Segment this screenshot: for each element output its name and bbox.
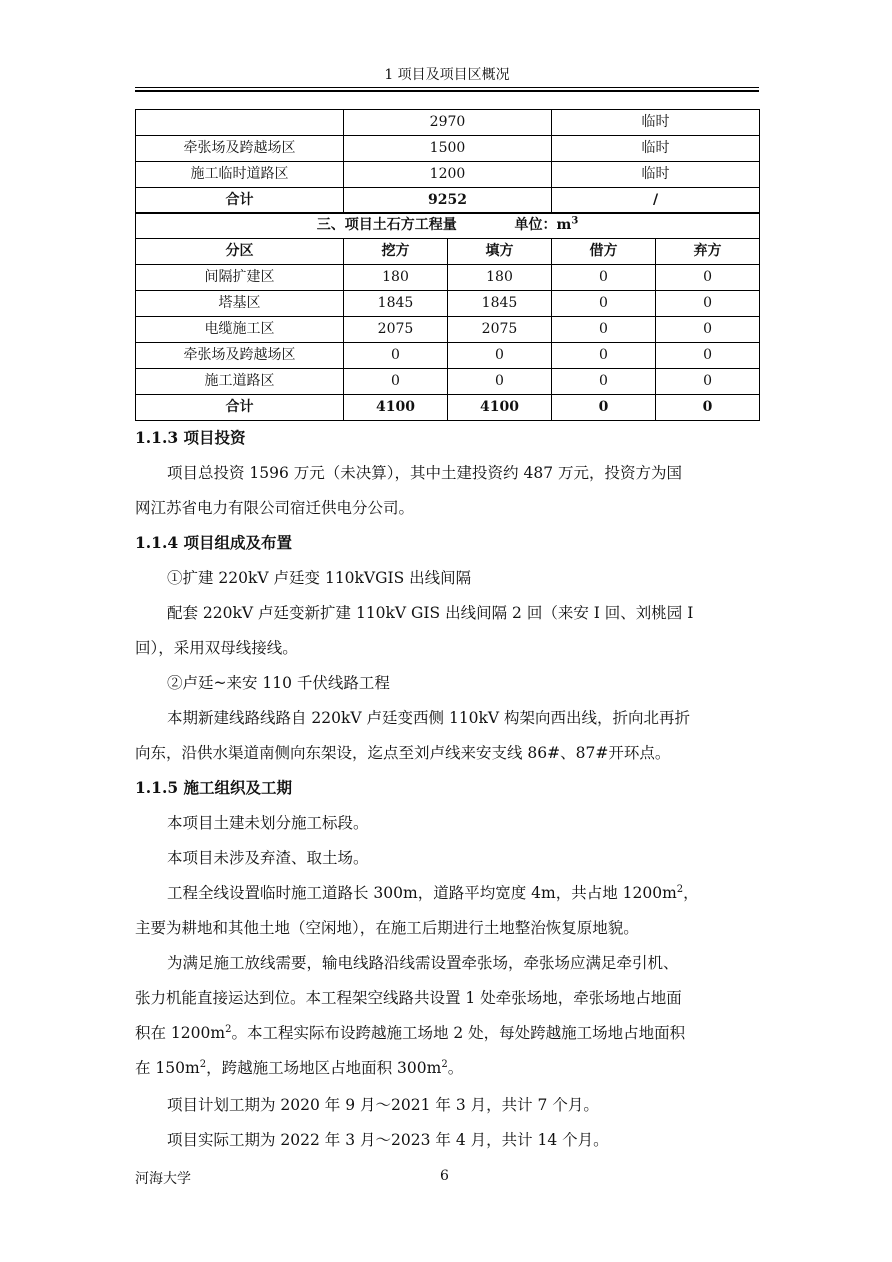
table-header-row [136, 239, 760, 265]
footer-org: 河海大学 [135, 1171, 191, 1187]
column-header: 挖方 [344, 239, 448, 265]
table-cell: 0 [552, 395, 656, 421]
table-row [136, 343, 760, 369]
table-cell: 0 [344, 343, 448, 369]
table-cell: 0 [552, 265, 656, 291]
table-cell: 合计 [136, 395, 344, 421]
header-rule-thick [135, 90, 759, 92]
paragraph-line: 向东，沿供水渠道南侧向东架设，迄点至刘卢线来安支线 86#、87#开环点。 [135, 744, 671, 762]
text-run: ， [683, 884, 699, 902]
table-row [136, 136, 760, 162]
table-cell: 0 [656, 343, 760, 369]
table-cell: 施工临时道路区 [136, 162, 344, 188]
text-run: ，跨越施工场地区占地面积 300m [206, 1059, 442, 1077]
table-cell: 0 [656, 291, 760, 317]
earthwork-table [135, 212, 760, 421]
section-heading-1-1-3: 1.1.3 项目投资 [135, 428, 246, 447]
table-row [136, 317, 760, 343]
table-cell: 2075 [344, 317, 448, 343]
earthwork-table-title [136, 213, 760, 239]
paragraph-line: 项目实际工期为 2022 年 3 月～2023 年 4 月，共计 14 个月。 [167, 1131, 609, 1149]
table-cell: 180 [448, 265, 552, 291]
table-cell: 间隔扩建区 [136, 265, 344, 291]
superscript: 2 [199, 1058, 207, 1070]
section-heading-1-1-4: 1.1.4 项目组成及布置 [135, 533, 293, 552]
paragraph-line: 回），采用双母线接线。 [135, 639, 298, 657]
column-header: 分区 [136, 239, 344, 265]
table-row [136, 291, 760, 317]
table-cell: 2970 [344, 110, 552, 136]
table-cell: 0 [656, 395, 760, 421]
table-row [136, 162, 760, 188]
table-unit-sup: 3 [571, 215, 579, 227]
table-cell: 临时 [552, 162, 760, 188]
table-cell: 0 [448, 343, 552, 369]
superscript: 2 [676, 883, 684, 895]
superscript: 2 [441, 1058, 448, 1070]
paragraph-line: 项目计划工期为 2020 年 9 月～2021 年 3 月，共计 7 个月。 [167, 1096, 599, 1114]
table-cell: 9252 [344, 188, 552, 214]
table-cell: 0 [552, 317, 656, 343]
paragraph-line: 本项目土建未划分施工标段。 [167, 814, 369, 832]
table-cell: 0 [656, 369, 760, 395]
paragraph-line: 项目总投资 1596 万元（未决算），其中土建投资约 487 万元，投资方为国 [167, 464, 682, 482]
page-number: 6 [440, 1168, 449, 1184]
table-cell: 0 [344, 369, 448, 395]
table-cell: 临时 [552, 136, 760, 162]
table-cell: 4100 [448, 395, 552, 421]
section-heading-1-1-5: 1.1.5 施工组织及工期 [135, 778, 293, 797]
paragraph-line: 本期新建线路线路自 220kV 卢廷变西侧 110kV 构架向西出线，折向北再折 [167, 709, 691, 727]
paragraph-line: 网江苏省电力有限公司宿迁供电分公司。 [135, 499, 415, 517]
table-unit-text: 单位：m [514, 217, 572, 233]
table-cell: 1845 [448, 291, 552, 317]
running-header: 1 项目及项目区概况 [384, 67, 510, 83]
paragraph-line: 为满足施工放线需要，输电线路沿线需设置牵张场，牵张场应满足牵引机、 [167, 954, 679, 972]
paragraph-line [135, 1023, 759, 1043]
paragraph-line [135, 1058, 759, 1078]
table-cell: 塔基区 [136, 291, 344, 317]
table-cell: 牵张场及跨越场区 [136, 343, 344, 369]
text-run: 。 [447, 1059, 464, 1077]
table-cell [136, 110, 344, 136]
column-header: 弃方 [656, 239, 760, 265]
text-run: 。本工程实际布设跨越施工场地 2 处，每处跨越施工场地占地面积 [231, 1024, 686, 1042]
table-cell: 1845 [344, 291, 448, 317]
table-cell: 电缆施工区 [136, 317, 344, 343]
table-row [136, 265, 760, 291]
superscript: 2 [225, 1023, 232, 1035]
table-cell: 4100 [344, 395, 448, 421]
table-cell: 0 [656, 317, 760, 343]
table-cell: 2075 [448, 317, 552, 343]
table-title-row [136, 213, 760, 239]
table-title-text: 三、项目土石方工程量 [316, 217, 457, 233]
table-cell: 180 [344, 265, 448, 291]
text-run: 积在 1200m [135, 1024, 226, 1042]
table-row [136, 110, 760, 136]
table-cell: 1200 [344, 162, 552, 188]
land-occupation-table [135, 109, 760, 214]
column-header: 借方 [552, 239, 656, 265]
table-cell: / [552, 188, 760, 214]
table-cell: 0 [448, 369, 552, 395]
table-cell: 临时 [552, 110, 760, 136]
list-item: ②卢廷~来安 110 千伏线路工程 [167, 674, 390, 692]
table-total-row [136, 188, 760, 214]
list-item: ①扩建 220kV 卢廷变 110kVGIS 出线间隔 [167, 569, 472, 587]
table-cell: 0 [552, 343, 656, 369]
table-cell: 0 [656, 265, 760, 291]
text-run: 工程全线设置临时施工道路长 300m，道路平均宽度 4m，共占地 1200m [167, 884, 677, 902]
table-cell: 1500 [344, 136, 552, 162]
paragraph-line [167, 883, 791, 903]
table-cell: 0 [552, 291, 656, 317]
paragraph-line: 张力机能直接运达到位。本工程架空线路共设置 1 处牵张场地，牵张场地占地面 [135, 989, 682, 1007]
table-row [136, 369, 760, 395]
table-total-row [136, 395, 760, 421]
table-cell: 施工道路区 [136, 369, 344, 395]
column-header: 填方 [448, 239, 552, 265]
table-cell: 牵张场及跨越场区 [136, 136, 344, 162]
header-rule-thin [135, 87, 759, 88]
paragraph-line: 主要为耕地和其他土地（空闲地），在施工后期进行土地整治恢复原地貌。 [135, 919, 639, 937]
text-run: 在 150m [135, 1059, 200, 1077]
paragraph-line: 配套 220kV 卢廷变新扩建 110kV GIS 出线间隔 2 回（来安 I 回、刘桃园 I [167, 604, 694, 622]
table-cell: 0 [552, 369, 656, 395]
paragraph-line: 本项目未涉及弃渣、取土场。 [167, 849, 369, 867]
table-cell: 合计 [136, 188, 344, 214]
